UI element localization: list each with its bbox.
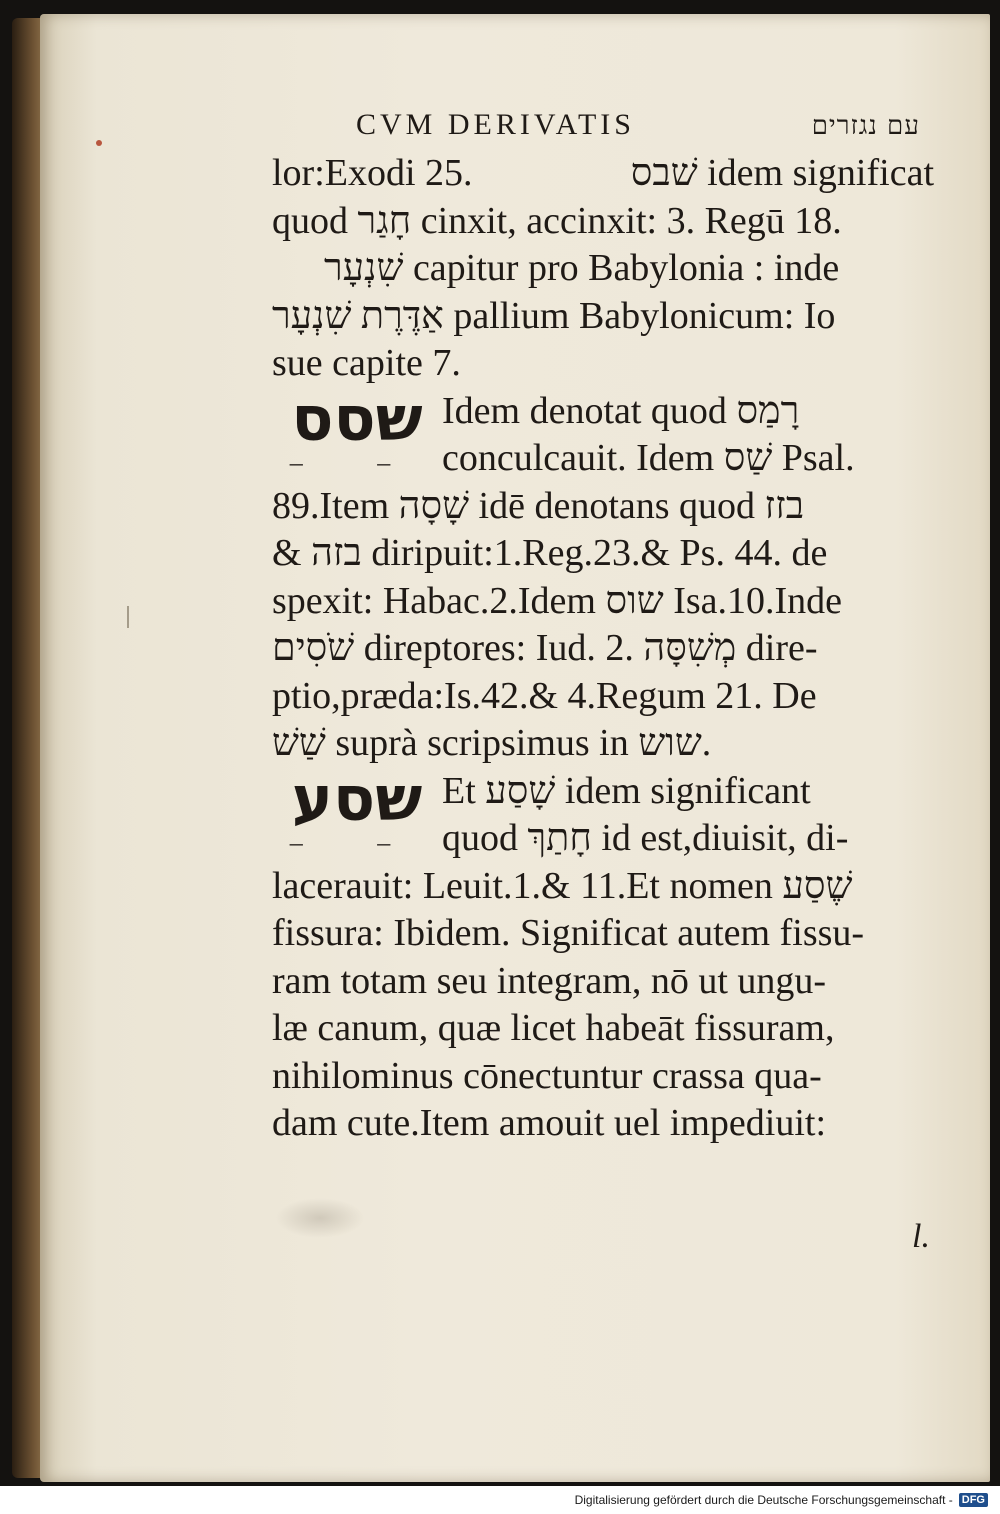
text-line bbox=[272, 245, 934, 293]
footer-credit: Digitalisierung gefördert durch die Deutsche Forschungsgemeinschaft - bbox=[574, 1493, 953, 1507]
headword: שסס bbox=[291, 381, 423, 455]
signature-mark: l. bbox=[912, 1218, 930, 1255]
line-segment: & בזה diripuit:1.Reg.23.& Ps. 44. de bbox=[272, 532, 828, 574]
text-line bbox=[442, 815, 934, 863]
line-segment: Et שָׁסַע idem significant bbox=[442, 769, 811, 812]
line-segment: שׁבס idem significat bbox=[630, 152, 934, 194]
line-segment: שֹׁסִים direptores: Iud. 2. מְשִׁסָּה dire- bbox=[272, 627, 818, 669]
entry-heading-shss bbox=[272, 381, 934, 483]
line-segment: fissura: Ibidem. Significat autem fissu- bbox=[272, 912, 865, 954]
text-line bbox=[272, 483, 934, 531]
line-segment: sue capite 7. bbox=[272, 342, 461, 384]
headword-dashes: – – bbox=[289, 447, 425, 477]
running-head bbox=[272, 108, 934, 148]
text-line bbox=[272, 198, 934, 246]
line-segment: quod חָגַר cinxit, accinxit: 3. Regū 18. bbox=[272, 199, 842, 242]
dfg-logo[interactable]: DFG bbox=[959, 1493, 988, 1507]
headword-dashes: – – bbox=[289, 827, 425, 857]
line-segment: spexit: Habac.2.Idem שוס Isa.10.Inde bbox=[272, 579, 843, 622]
line-segment: lacerauit: Leuit.1.& 11.Et nomen שֶׁסַע bbox=[272, 864, 853, 907]
line-segment: dam cute.Item amouit uel impediuit: bbox=[272, 1102, 827, 1144]
text-line bbox=[272, 673, 934, 721]
text-line bbox=[272, 1100, 934, 1148]
text-line bbox=[272, 530, 934, 578]
text-line bbox=[272, 578, 934, 626]
text-line bbox=[272, 340, 934, 388]
line-segment: conculcauit. Idem שַׁס Psal. bbox=[442, 437, 855, 479]
text-line bbox=[272, 863, 934, 911]
text-line bbox=[272, 910, 934, 958]
faded-ink-smudge bbox=[275, 1198, 365, 1238]
ink-spot bbox=[96, 140, 102, 146]
line-segment: שִׁנְעָר capitur pro Babylonia : inde bbox=[324, 247, 840, 289]
text-line bbox=[272, 1005, 934, 1053]
footer bbox=[571, 1490, 992, 1510]
line-segment: ptio,præda:Is.42.& 4.Regum 21. De bbox=[272, 674, 817, 717]
headword-block bbox=[272, 381, 442, 483]
text-line bbox=[272, 293, 934, 341]
text-line bbox=[272, 1053, 934, 1101]
text-line bbox=[272, 625, 934, 673]
running-head-hebrew: עם נגזרים bbox=[811, 111, 920, 141]
line-segment: ram totam seu integram, nō ut ungu- bbox=[272, 959, 827, 1002]
line-segment: quod חָתַךְ id est,diuisit, di- bbox=[442, 817, 849, 859]
entry-heading-shsa bbox=[272, 761, 934, 863]
text-line bbox=[442, 768, 934, 816]
line-segment: שַׁשׁ suprà scripsimus in שוש. bbox=[272, 722, 712, 764]
page-blemish bbox=[127, 606, 129, 628]
text-line bbox=[272, 958, 934, 1006]
line-segment: nihilominus cōnectuntur crassa qua- bbox=[272, 1054, 822, 1097]
line-segment: lor:Exodi 25. bbox=[272, 152, 473, 194]
line-segment: אַדֶּרֶת שִׁנְעָר pallium Babylonicum: Io bbox=[272, 294, 836, 337]
text-line bbox=[272, 720, 934, 768]
text-line bbox=[442, 388, 934, 436]
running-head-latin: CVM DERIVATIS bbox=[356, 108, 635, 141]
line-segment: læ canum, quæ licet habeāt fissuram, bbox=[272, 1007, 835, 1049]
text-line bbox=[442, 435, 934, 483]
text-line bbox=[272, 150, 934, 198]
headword-block bbox=[272, 761, 442, 863]
line-segment: 89.Item שָׁסָה idē denotans quod בזז bbox=[272, 484, 805, 527]
line-segment: Idem denotat quod רָמַס bbox=[442, 389, 800, 432]
headword: שסע bbox=[291, 761, 423, 835]
page-text bbox=[272, 108, 934, 1148]
